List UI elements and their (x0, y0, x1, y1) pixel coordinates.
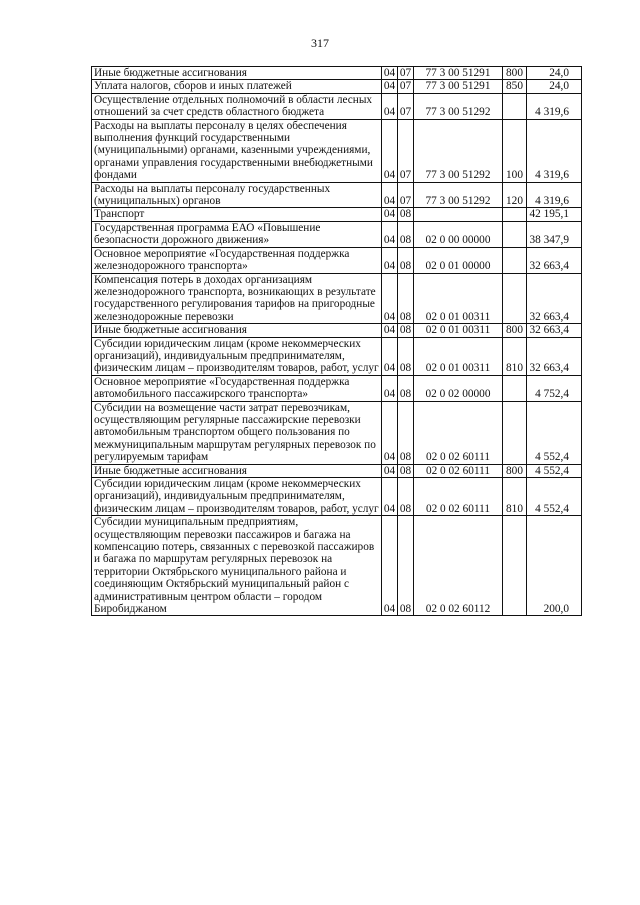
expense-type-code-cell (503, 273, 527, 324)
section-code-cell: 04 (382, 375, 398, 401)
section-code-cell: 04 (382, 516, 398, 616)
item-name-cell: Субсидии муниципальным предприятиям, осуществляющим перевозки пассажиров и багажа на компенсацию потерь, связанных с перевозкой пассажиров и багажа по маршрутам регулярных перевозок на территории Октябрьского муниципального района и соединяющим Октябрьский муниципальный район с административным центром области – городом Биробиджаном (92, 516, 382, 616)
table-row (92, 182, 582, 208)
section-code-cell: 04 (382, 401, 398, 464)
table-row (92, 93, 582, 119)
target-article-code-cell: 02 0 02 60112 (414, 516, 503, 616)
item-name-cell: Государственная программа ЕАО «Повышение безопасности дорожного движения» (92, 221, 382, 247)
table-row (92, 80, 582, 93)
budget-table (91, 66, 582, 616)
item-name-cell: Расходы на выплаты персоналу в целях обеспечения выполнения функций государственными (муниципальными) органами, казенными учреждениями, органами управления государственными внебюджетными фондами (92, 119, 382, 182)
target-article-code-cell (414, 208, 503, 221)
amount-cell: 4 319,6 (527, 119, 582, 182)
amount-cell: 4 319,6 (527, 93, 582, 119)
expense-type-code-cell (503, 247, 527, 273)
table-row (92, 67, 582, 80)
subsection-code-cell: 08 (398, 375, 414, 401)
expense-type-code-cell (503, 516, 527, 616)
target-article-code-cell: 02 0 01 00311 (414, 324, 503, 337)
target-article-code-cell: 02 0 02 60111 (414, 464, 503, 477)
item-name-cell: Субсидии на возмещение части затрат перевозчикам, осуществляющим регулярные пассажирские перевозки автомобильным транспортом общего пользования по межмуниципальным маршрутам регулярных перевозок по регулируемым тарифам (92, 401, 382, 464)
table-row (92, 337, 582, 375)
target-article-code-cell: 77 3 00 51292 (414, 93, 503, 119)
expense-type-code-cell (503, 208, 527, 221)
item-name-cell: Основное мероприятие «Государственная поддержка автомобильного пассажирского транспорта» (92, 375, 382, 401)
amount-cell: 32 663,4 (527, 337, 582, 375)
amount-cell: 32 663,4 (527, 273, 582, 324)
table-row (92, 375, 582, 401)
item-name-cell: Компенсация потерь в доходах организациям железнодорожного транспорта, возникающих в результате государственного регулирования тарифов на пригородные железнодорожные перевозки (92, 273, 382, 324)
expense-type-code-cell: 810 (503, 337, 527, 375)
target-article-code-cell: 02 0 02 00000 (414, 375, 503, 401)
amount-cell: 4 552,4 (527, 464, 582, 477)
section-code-cell: 04 (382, 221, 398, 247)
item-name-cell: Осуществление отдельных полномочий в области лесных отношений за счет средств областного бюджета (92, 93, 382, 119)
table-row (92, 247, 582, 273)
subsection-code-cell: 08 (398, 464, 414, 477)
section-code-cell: 04 (382, 119, 398, 182)
table-row (92, 478, 582, 516)
section-code-cell: 04 (382, 80, 398, 93)
expense-type-code-cell: 800 (503, 67, 527, 80)
item-name-cell: Основное мероприятие «Государственная поддержка железнодорожного транспорта» (92, 247, 382, 273)
amount-cell: 42 195,1 (527, 208, 582, 221)
target-article-code-cell: 02 0 01 00311 (414, 337, 503, 375)
target-article-code-cell: 77 3 00 51291 (414, 80, 503, 93)
amount-cell: 4 752,4 (527, 375, 582, 401)
subsection-code-cell: 08 (398, 478, 414, 516)
subsection-code-cell: 07 (398, 119, 414, 182)
table-row (92, 119, 582, 182)
subsection-code-cell: 08 (398, 324, 414, 337)
section-code-cell: 04 (382, 247, 398, 273)
item-name-cell: Субсидии юридическим лицам (кроме некоммерческих организаций), индивидуальным предпринимателям, физическим лицам – производителям товаров, работ, услуг (92, 478, 382, 516)
target-article-code-cell: 02 0 00 00000 (414, 221, 503, 247)
amount-cell: 24,0 (527, 67, 582, 80)
item-name-cell: Иные бюджетные ассигнования (92, 67, 382, 80)
item-name-cell: Иные бюджетные ассигнования (92, 324, 382, 337)
subsection-code-cell: 08 (398, 247, 414, 273)
amount-cell: 38 347,9 (527, 221, 582, 247)
expense-type-code-cell: 800 (503, 464, 527, 477)
target-article-code-cell: 02 0 01 00311 (414, 273, 503, 324)
expense-type-code-cell (503, 93, 527, 119)
page-number: 317 (311, 36, 329, 50)
amount-cell: 32 663,4 (527, 324, 582, 337)
subsection-code-cell: 08 (398, 337, 414, 375)
target-article-code-cell: 77 3 00 51291 (414, 67, 503, 80)
target-article-code-cell: 77 3 00 51292 (414, 119, 503, 182)
section-code-cell: 04 (382, 337, 398, 375)
expense-type-code-cell (503, 375, 527, 401)
section-code-cell: 04 (382, 182, 398, 208)
expense-type-code-cell: 850 (503, 80, 527, 93)
expense-type-code-cell: 810 (503, 478, 527, 516)
table-row (92, 401, 582, 464)
subsection-code-cell: 08 (398, 516, 414, 616)
target-article-code-cell: 02 0 02 60111 (414, 401, 503, 464)
subsection-code-cell: 07 (398, 67, 414, 80)
item-name-cell: Субсидии юридическим лицам (кроме некоммерческих организаций), индивидуальным предпринимателям, физическим лицам – производителям товаров, работ, услуг (92, 337, 382, 375)
subsection-code-cell: 08 (398, 208, 414, 221)
table-row (92, 516, 582, 616)
target-article-code-cell: 02 0 01 00000 (414, 247, 503, 273)
table-row (92, 273, 582, 324)
table-row (92, 208, 582, 221)
table-row (92, 464, 582, 477)
table-row (92, 324, 582, 337)
section-code-cell: 04 (382, 93, 398, 119)
item-name-cell: Транспорт (92, 208, 382, 221)
section-code-cell: 04 (382, 67, 398, 80)
expense-type-code-cell (503, 401, 527, 464)
section-code-cell: 04 (382, 208, 398, 221)
target-article-code-cell: 02 0 02 60111 (414, 478, 503, 516)
subsection-code-cell: 07 (398, 182, 414, 208)
amount-cell: 4 319,6 (527, 182, 582, 208)
section-code-cell: 04 (382, 464, 398, 477)
expense-type-code-cell (503, 221, 527, 247)
amount-cell: 32 663,4 (527, 247, 582, 273)
subsection-code-cell: 07 (398, 93, 414, 119)
section-code-cell: 04 (382, 478, 398, 516)
amount-cell: 200,0 (527, 516, 582, 616)
amount-cell: 24,0 (527, 80, 582, 93)
subsection-code-cell: 08 (398, 273, 414, 324)
item-name-cell: Расходы на выплаты персоналу государственных (муниципальных) органов (92, 182, 382, 208)
amount-cell: 4 552,4 (527, 478, 582, 516)
subsection-code-cell: 08 (398, 221, 414, 247)
subsection-code-cell: 07 (398, 80, 414, 93)
item-name-cell: Уплата налогов, сборов и иных платежей (92, 80, 382, 93)
expense-type-code-cell: 100 (503, 119, 527, 182)
target-article-code-cell: 77 3 00 51292 (414, 182, 503, 208)
expense-type-code-cell: 120 (503, 182, 527, 208)
item-name-cell: Иные бюджетные ассигнования (92, 464, 382, 477)
subsection-code-cell: 08 (398, 401, 414, 464)
expense-type-code-cell: 800 (503, 324, 527, 337)
amount-cell: 4 552,4 (527, 401, 582, 464)
section-code-cell: 04 (382, 273, 398, 324)
table-row (92, 221, 582, 247)
section-code-cell: 04 (382, 324, 398, 337)
